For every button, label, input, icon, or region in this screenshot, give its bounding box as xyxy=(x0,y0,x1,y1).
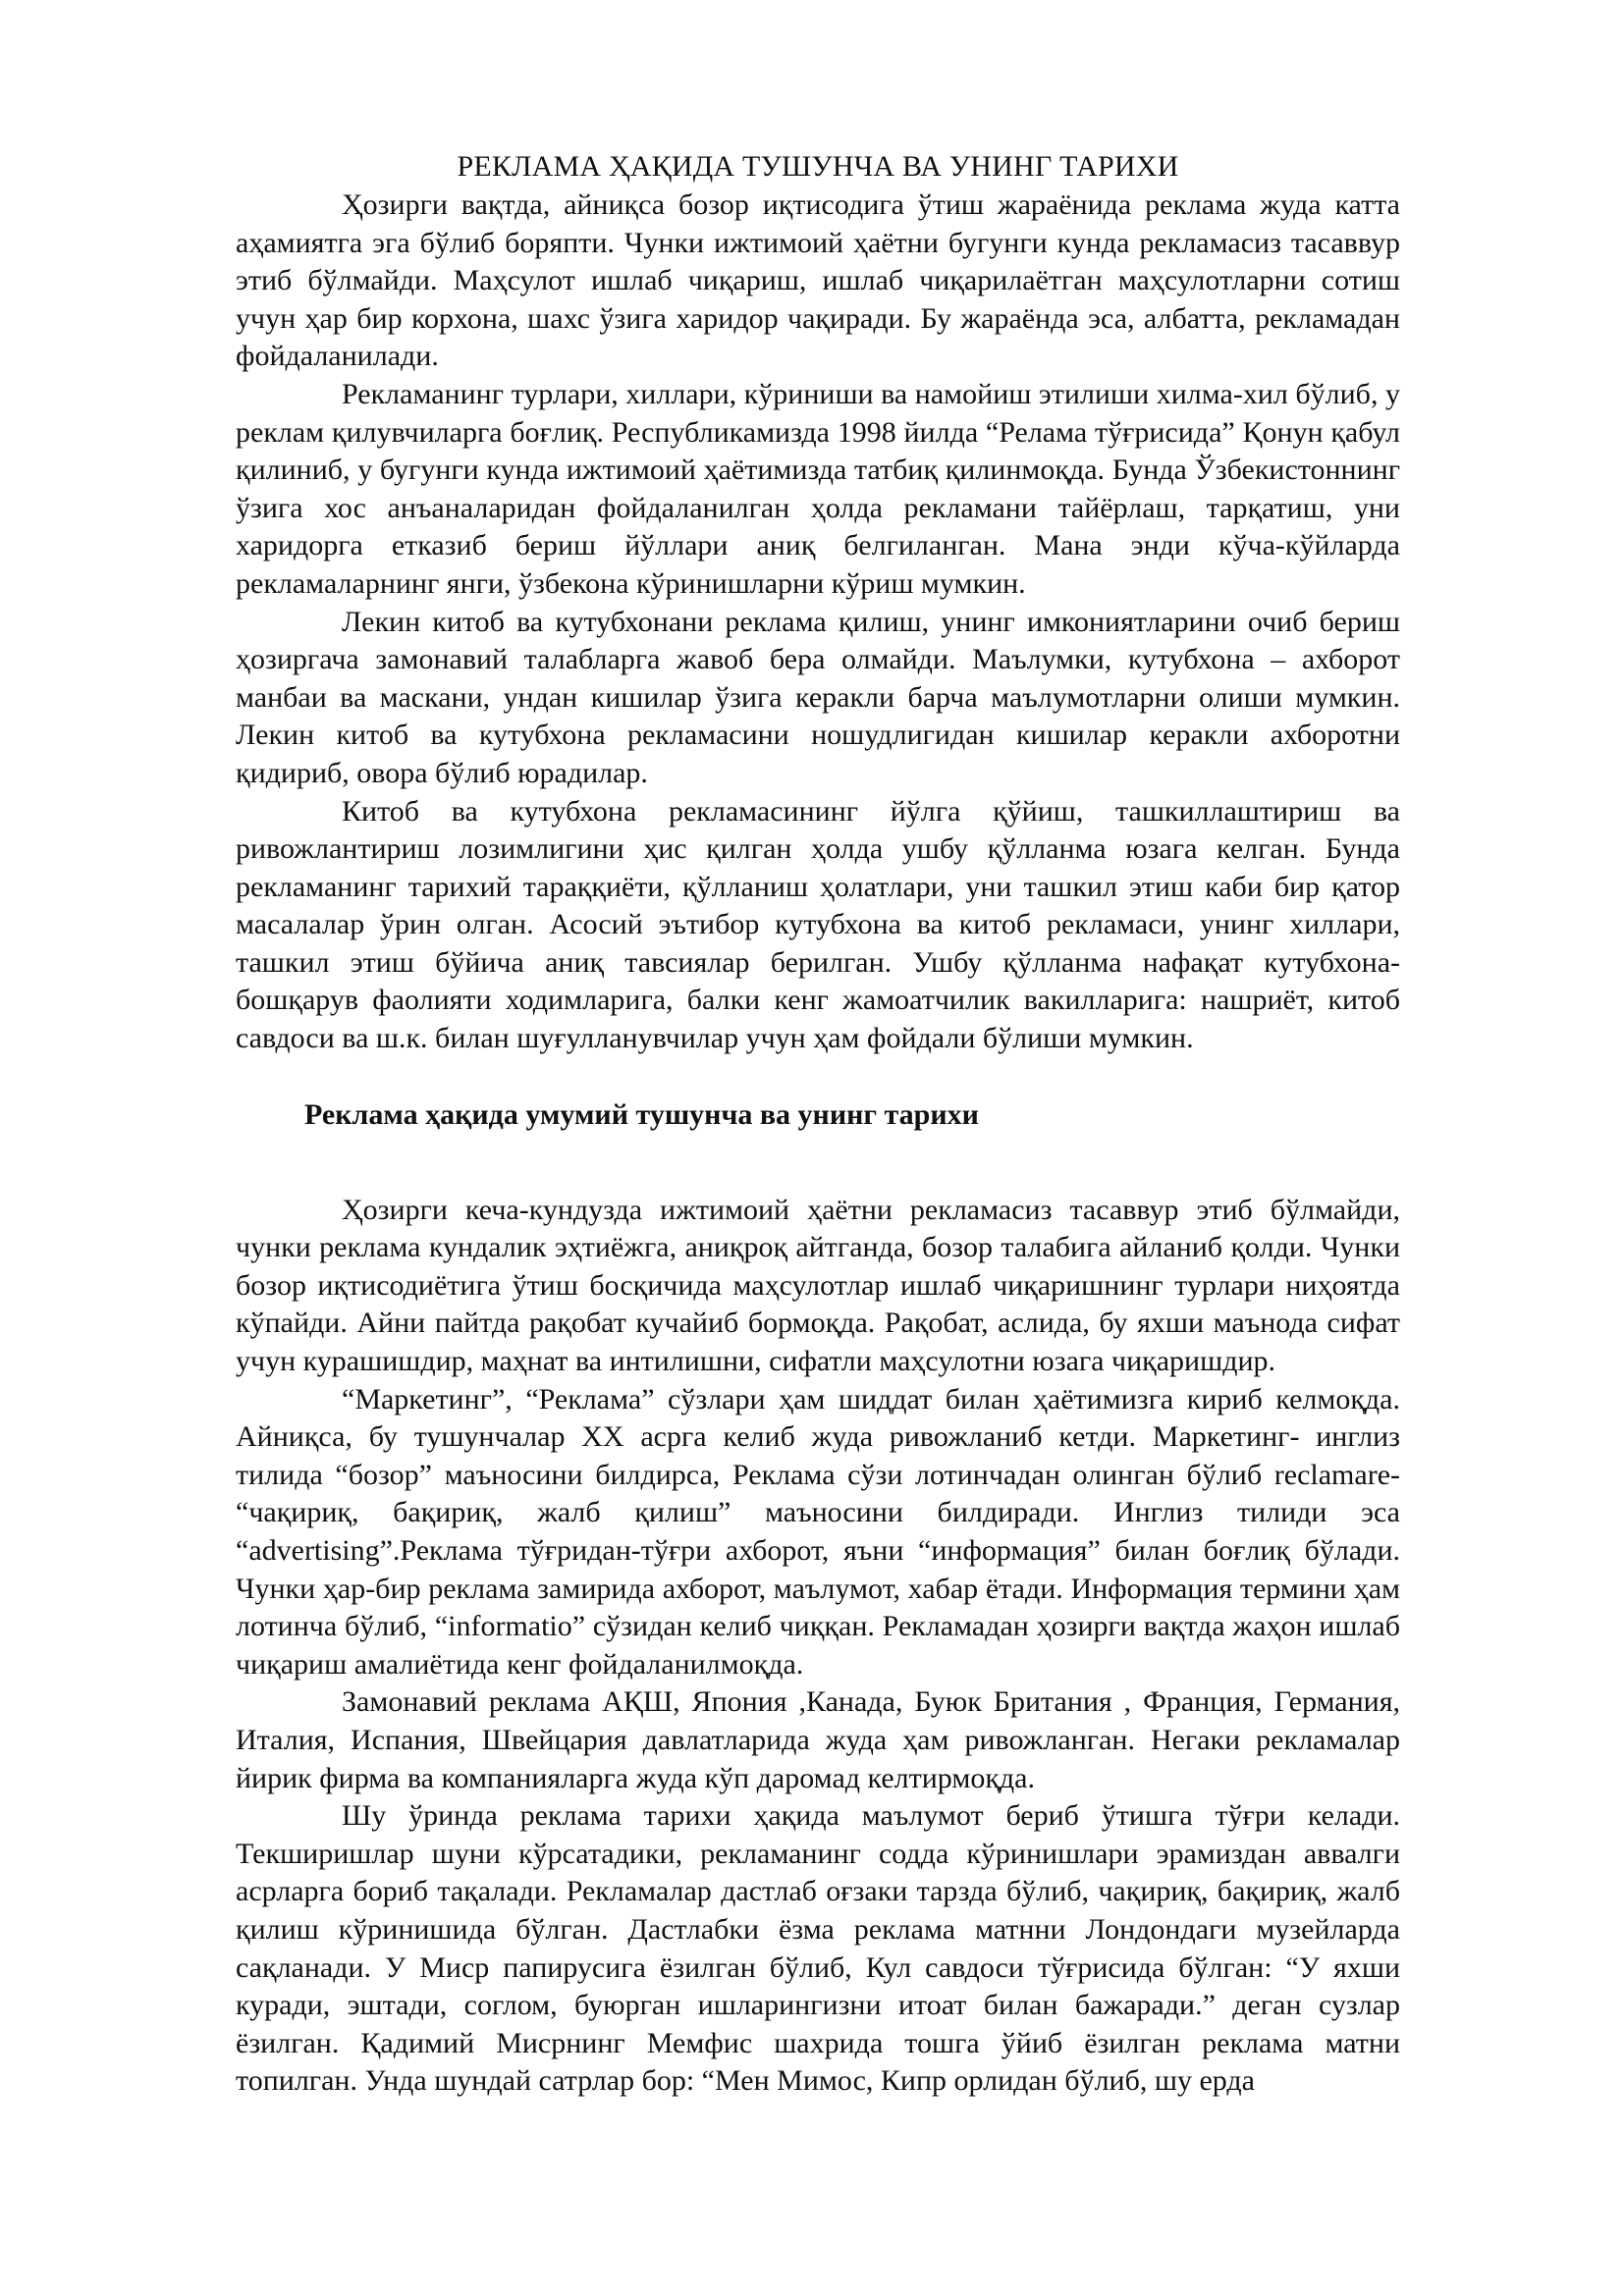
section-heading: Реклама ҳақида умумий тушунча ва унинг тарихи xyxy=(304,1097,979,1131)
page-title: РЕКЛАМА ҲАҚИДА ТУШУНЧА ВА УНИНГ ТАРИХИ xyxy=(457,150,1179,183)
intro-paragraph-4: Китоб ва кутубхона рекламасининг йўлга қўйиш, ташкиллаштириш ва ривожлантириш лозимлигини ҳис қилган ҳолда ушбу қўлланма юзага келган. Бунда рекламанинг тарихий тараққиёти, қўлланиш ҳолатлари, уни ташкил этиш каби бир қатор масалалар ўрин олган. Асосий эътибор кутубхона ва китоб рекламаси, унинг хиллари, ташкил этиш бўйича аниқ тавсиялар берилган. Ушбу қўлланма нафақат кутубхона-бошқарув фаолияти ходимларига, балки кенг жамоатчилик вакилларига: нашриёт, китоб савдоси ва ш.к. билан шуғулланувчилар учун ҳам фойдали бўлиши мумкин. xyxy=(236,794,1400,1055)
document-page xyxy=(236,147,1400,2101)
intro-paragraph-1: Ҳозирги вақтда, айниқса бозор иқтисодига ўтиш жараёнида реклама жуда катта аҳамиятга эга бўлиб боряпти. Чунки ижтимоий ҳаётни бугунги кунда рекламасиз тасаввур этиб бўлмайди. Маҳсулот ишлаб чиқариш, ишлаб чиқарилаётган маҳсулотларни сотиш учун ҳар бир корхона, шахс ўзига харидор чақиради. Бу жараёнда эса, албатта, рекламадан фойдаланилади. xyxy=(236,188,1400,373)
section-paragraph-4: Шу ўринда реклама тарихи ҳақида маълумот бериб ўтишга тўғри келади. Текширишлар шуни кўрсатадики, рекламанинг содда кўринишлари эрамиздан аввалги асрларга бориб тақалади. Рекламалар дастлаб оғзаки тарзда бўлиб, чақириқ, бақириқ, жалб қилиш кўринишида бўлган. Дастлабки ёзма реклама матнни Лондондаги музейларда сақланади. У Миср папирусига ёзилган бўлиб, Кул савдоси тўғрисида бўлган: “У яхши куради, эштади, соглом, буюрган ишларингизни итоат билан бажаради.” деган сузлар ёзилган. Қадимий Мисрнинг Мемфис шахрида тошга ўйиб ёзилган реклама матни топилган. Унда шундай сатрлар бор: “Мен Мимос, Кипр орлидан бўлиб, шу ерда xyxy=(236,1799,1400,2098)
section-paragraph-2: “Маркетинг”, “Реклама” сўзлари ҳам шиддат билан ҳаётимизга кириб келмоқда. Айниқса, бу тушунчалар ХХ асрга келиб жуда ривожланиб кетди. Маркетинг- инглиз тилида “бозор” маъносини билдирса, Реклама сўзи лотинчадан олинган бўлиб reclamare- “чақириқ, бақириқ, жалб қилиш” маъносини билдиради. Инглиз тилиди эса “advertising”.Реклама тўғридан-тўғри ахборот, яъни “информация” билан боғлиқ бўлади. Чунки ҳар-бир реклама замирида ахборот, маълумот, хабар ётади. Информация термини ҳам лотинча бўлиб, “informatio” сўзидан келиб чиққан. Рекламадан ҳозирги вақтда жаҳон ишлаб чиқариш амалиётида кенг фойдаланилмоқда. xyxy=(236,1382,1400,1681)
intro-paragraph-3: Лекин китоб ва кутубхонани реклама қилиш, унинг имкониятларини очиб бериш ҳозиргача замонавий талабларга жавоб бера олмайди. Маълумки, кутубхона – ахборот манбаи ва маскани, ундан кишилар ўзига керакли барча маълумотларни олиши мумкин. Лекин китоб ва кутубхона рекламасини ношудлигидан кишилар керакли ахборотни қидириб, овора бўлиб юрадилар. xyxy=(236,605,1400,789)
section-paragraph-1: Ҳозирги кеча-кундузда ижтимоий ҳаётни рекламасиз тасаввур этиб бўлмайди, чунки реклама кундалик эҳтиёжга, аниқроқ айтганда, бозор талабига айланиб қолди. Чунки бозор иқтисодиётига ўтиш босқичида маҳсулотлар ишлаб чиқаришнинг турлари ниҳоятда кўпайди. Айни пайтда рақобат кучайиб бормоқда. Рақобат, аслида, бу яхши маънода сифат учун курашишдир, маҳнат ва интилишни, сифатли маҳсулотни юзага чиқаришдир. xyxy=(236,1193,1400,1378)
section-paragraph-3: Замонавий реклама АҚШ, Япония ,Канада, Буюк Британия , Франция, Германия, Италия, Испания, Швейцария давлатларида жуда ҳам ривожланган. Негаки рекламалар йирик фирма ва компанияларга жуда кўп даромад келтирмоқда. xyxy=(236,1685,1400,1794)
intro-paragraph-2: Рекламанинг турлари, хиллари, кўриниши ва намойиш этилиши хилма-хил бўлиб, у реклам қилувчиларга боғлиқ. Республикамизда 1998 йилда “Релама тўғрисида” Қонун қабул қилиниб, у бугунги кунда ижтимоий ҳаётимизда татбиқ қилинмоқда. Бунда Ўзбекистоннинг ўзига хос анъаналаридан фойдаланилган ҳолда рекламани тайёрлаш, тарқатиш, уни харидорга етказиб бериш йўллари аниқ белгиланган. Мана энди кўча-кўйларда рекламаларнинг янги, ўзбекона кўринишларни кўриш мумкин. xyxy=(236,377,1400,600)
